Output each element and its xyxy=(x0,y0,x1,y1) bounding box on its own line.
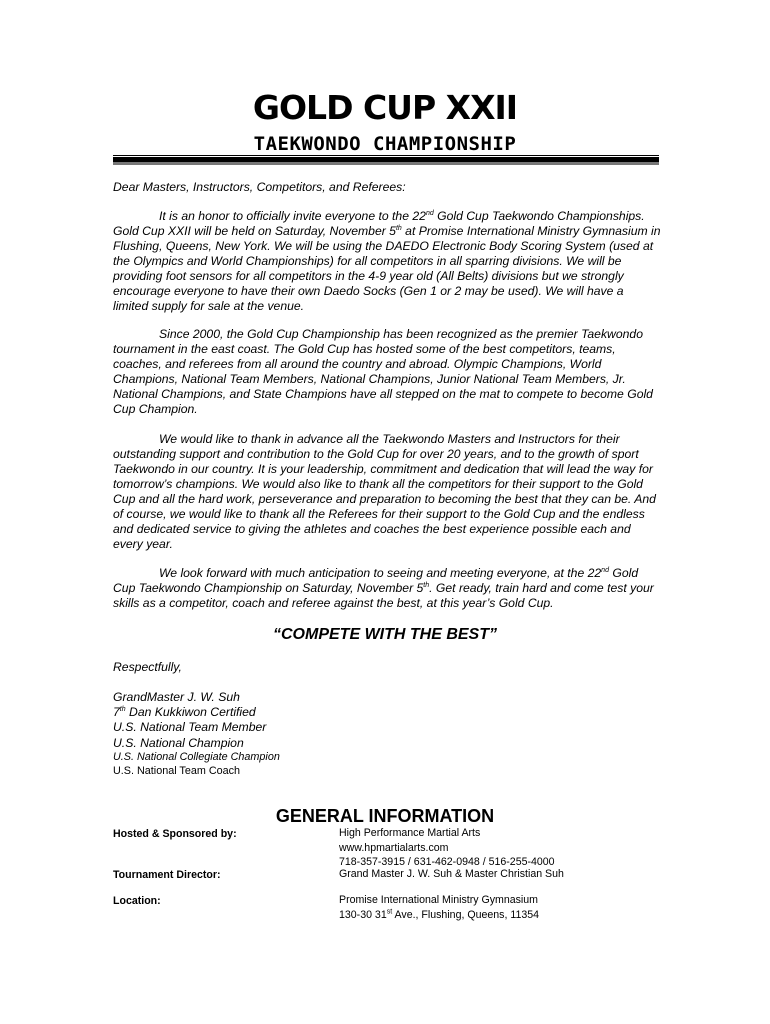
signature-name: GrandMaster J. W. Suh xyxy=(113,690,240,704)
paragraph-2: Since 2000, the Gold Cup Championship has been recognized as the premier Taekwondo tournament in the east coast. The Gold Cup has hosted some of the best competitors, teams, coaches, and referees from all around the country and abroad. Olympic Champions, World Champions, National Team Members, National Champions, Junior National Team Members, Jr. National Champions, and State Champions have all stepped on the mat to compete to become Gold Cup Champion. xyxy=(113,327,653,416)
location-address xyxy=(339,908,539,923)
header-rule-shadow xyxy=(113,162,659,165)
hosted-website: www.hpmartialarts.com xyxy=(339,842,449,854)
address-superscript: st xyxy=(386,908,393,916)
p4-superscript-2: th xyxy=(423,581,430,589)
rank-text: Dan Kukkiwon Certified xyxy=(125,705,256,719)
paragraph-3: We would like to thank in advance all the Taekwondo Masters and Instructors for their outstanding support and contribution to the Gold Cup for over 20 years, and to the growth of sport Taekwondo in our country. It is your leadership, commitment and dedication that will lead the way for tomorrow’s champions. We would also like to thank all the competitors for their support to the Gold Cup and all the hard work, perseverance and preparation to becoming the best that they can be. And of course, we would like to thank all the Referees for their support to the Gold Cup and the endless and dedicated service to giving the athletes and coaches the best experience possible each and every year. xyxy=(113,432,656,551)
hosted-value-1: High Performance Martial Arts xyxy=(339,827,481,839)
address-text-b: Ave., Flushing, Queens, 11354 xyxy=(392,909,540,921)
hosted-phones: 718-357-3915 / 631-462-0948 / 516-255-4000 xyxy=(339,856,555,868)
director-label: Tournament Director: xyxy=(113,869,221,881)
p1-text-b: Gold Cup Taekwondo Championships. Gold Cup XXII will be held on Saturday, November 5 xyxy=(113,209,645,238)
motto: “COMPETE WITH THE BEST” xyxy=(273,626,497,643)
page-title: GOLD CUP XXII xyxy=(252,88,518,127)
rank-number: 7 xyxy=(113,705,120,719)
p1-text-a: It is an honor to officially invite everyone to the 22 xyxy=(159,209,426,223)
paragraph-1 xyxy=(113,209,661,314)
closing: Respectfully, xyxy=(113,660,182,674)
signature-rank xyxy=(113,705,256,719)
hosted-label: Hosted & Sponsored by: xyxy=(113,828,237,840)
p4-text-b: Gold Cup Taekwondo Championship on Saturday, November 5 xyxy=(113,566,639,595)
header-rule-thin xyxy=(113,155,659,156)
signature-line-4: U.S. National Champion xyxy=(113,736,244,750)
p1-superscript-1: nd xyxy=(425,209,434,217)
p4-superscript-1: nd xyxy=(601,566,609,574)
signature-line-5: U.S. National Collegiate Champion xyxy=(113,751,280,763)
paragraph-4 xyxy=(113,566,661,611)
address-text-a: 130-30 31 xyxy=(339,909,387,921)
p1-text-c: at Promise International Ministry Gymnasium in Flushing, Queens, New York. We will be using the DAEDO Electronic Body Scoring System (used at the Olympics and World Championships) for all competitors in all sparring divisions. We will be providing foot sensors for all competitors in the 4-9 year old (All Belts) divisions but we strongly encourage everyone to have their own Daedo Socks (Gen 1 or 2 may be used). We will have a limited supply for sale at the venue. xyxy=(113,224,661,313)
signature-line-3: U.S. National Team Member xyxy=(113,720,267,734)
director-value: Grand Master J. W. Suh & Master Christian Suh xyxy=(339,868,564,880)
p4-text-a: We look forward with much anticipation to seeing and meeting everyone, at the 22 xyxy=(159,566,602,580)
page-subtitle: TAEKWONDO CHAMPIONSHIP xyxy=(253,133,517,155)
p1-superscript-2: th xyxy=(395,224,402,232)
location-label: Location: xyxy=(113,895,161,907)
location-venue: Promise International Ministry Gymnasium xyxy=(339,894,538,906)
signature-line-6: U.S. National Team Coach xyxy=(113,765,241,777)
general-info-heading: GENERAL INFORMATION xyxy=(275,806,495,826)
salutation: Dear Masters, Instructors, Competitors, and Referees: xyxy=(113,180,406,194)
rank-superscript: th xyxy=(119,705,126,713)
p4-text-c: . Get ready, train hard and come test your skills as a competitor, coach and referee against the best, at this year’s Gold Cup. xyxy=(113,581,654,610)
